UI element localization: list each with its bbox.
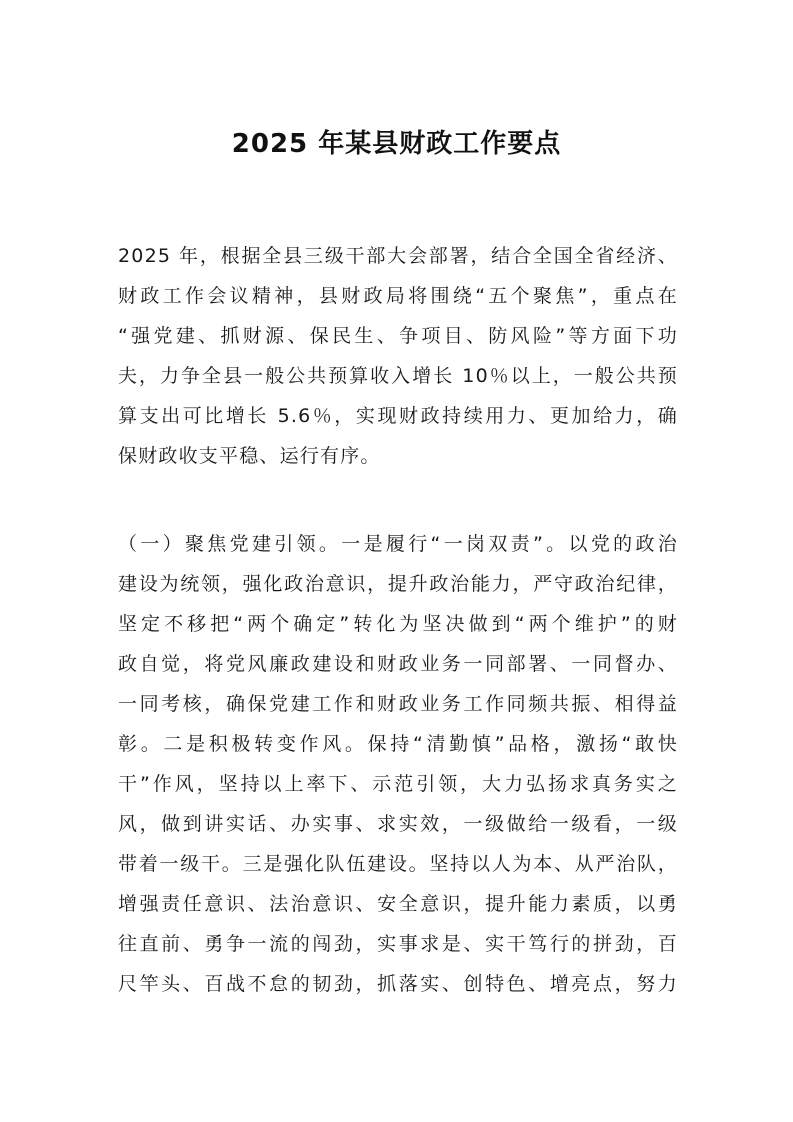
paragraph-section-one [118,524,678,1004]
paragraph-line: 建设为统领，强化政治意识，提升政治能力，严守政治纪律， [118,573,678,595]
paragraph-line: “强党建、抓财源、保民生、争项目、防风险”等方面下功 [118,325,678,347]
paragraph-line: 彰。二是积极转变作风。保持“清勤慎”品格，激扬“敢快 [118,733,678,755]
paragraph-line: 风，做到讲实话、办实事、求实效，一级做给一级看，一级 [118,813,678,835]
paragraph-line: 带着一级干。三是强化队伍建设。坚持以人为本、从严治队， [118,853,678,875]
paragraph-line: 财政工作会议精神，县财政局将围绕“五个聚焦”，重点在 [118,285,678,307]
paragraph-line: 尺竿头、百战不怠的韧劲，抓落实、创特色、增亮点，努力 [118,973,678,995]
document-title: 2025 年某县财政工作要点 [231,129,562,159]
paragraph-intro [118,236,678,476]
paragraph-line: 政自觉，将党风廉政建设和财政业务一同部署、一同督办、 [118,653,678,675]
paragraph-line: 2025 年，根据全县三级干部大会部署，结合全国全省经济、 [118,245,678,267]
paragraph-line: 干”作风，坚持以上率下、示范引领，大力弘扬求真务实之 [118,773,678,795]
paragraph-line: 一同考核，确保党建工作和财政业务工作同频共振、相得益 [118,693,678,715]
paragraph-line: 算支出可比增长 5.6％，实现财政持续用力、更加给力，确 [118,405,678,427]
paragraph-line: 坚定不移把“两个确定”转化为坚决做到“两个维护”的财 [118,613,678,635]
paragraph-line: 增强责任意识、法治意识、安全意识，提升能力素质，以勇 [118,893,678,915]
paragraph-line: （一）聚焦党建引领。一是履行“一岗双责”。以党的政治 [118,533,678,555]
paragraph-line: 往直前、勇争一流的闯劲，实事求是、实干笃行的拼劲，百 [118,933,678,955]
paragraph-line: 保财政收支平稳、运行有序。 [118,445,381,467]
paragraph-line: 夫，力争全县一般公共预算收入增长 10％以上，一般公共预 [118,365,678,387]
